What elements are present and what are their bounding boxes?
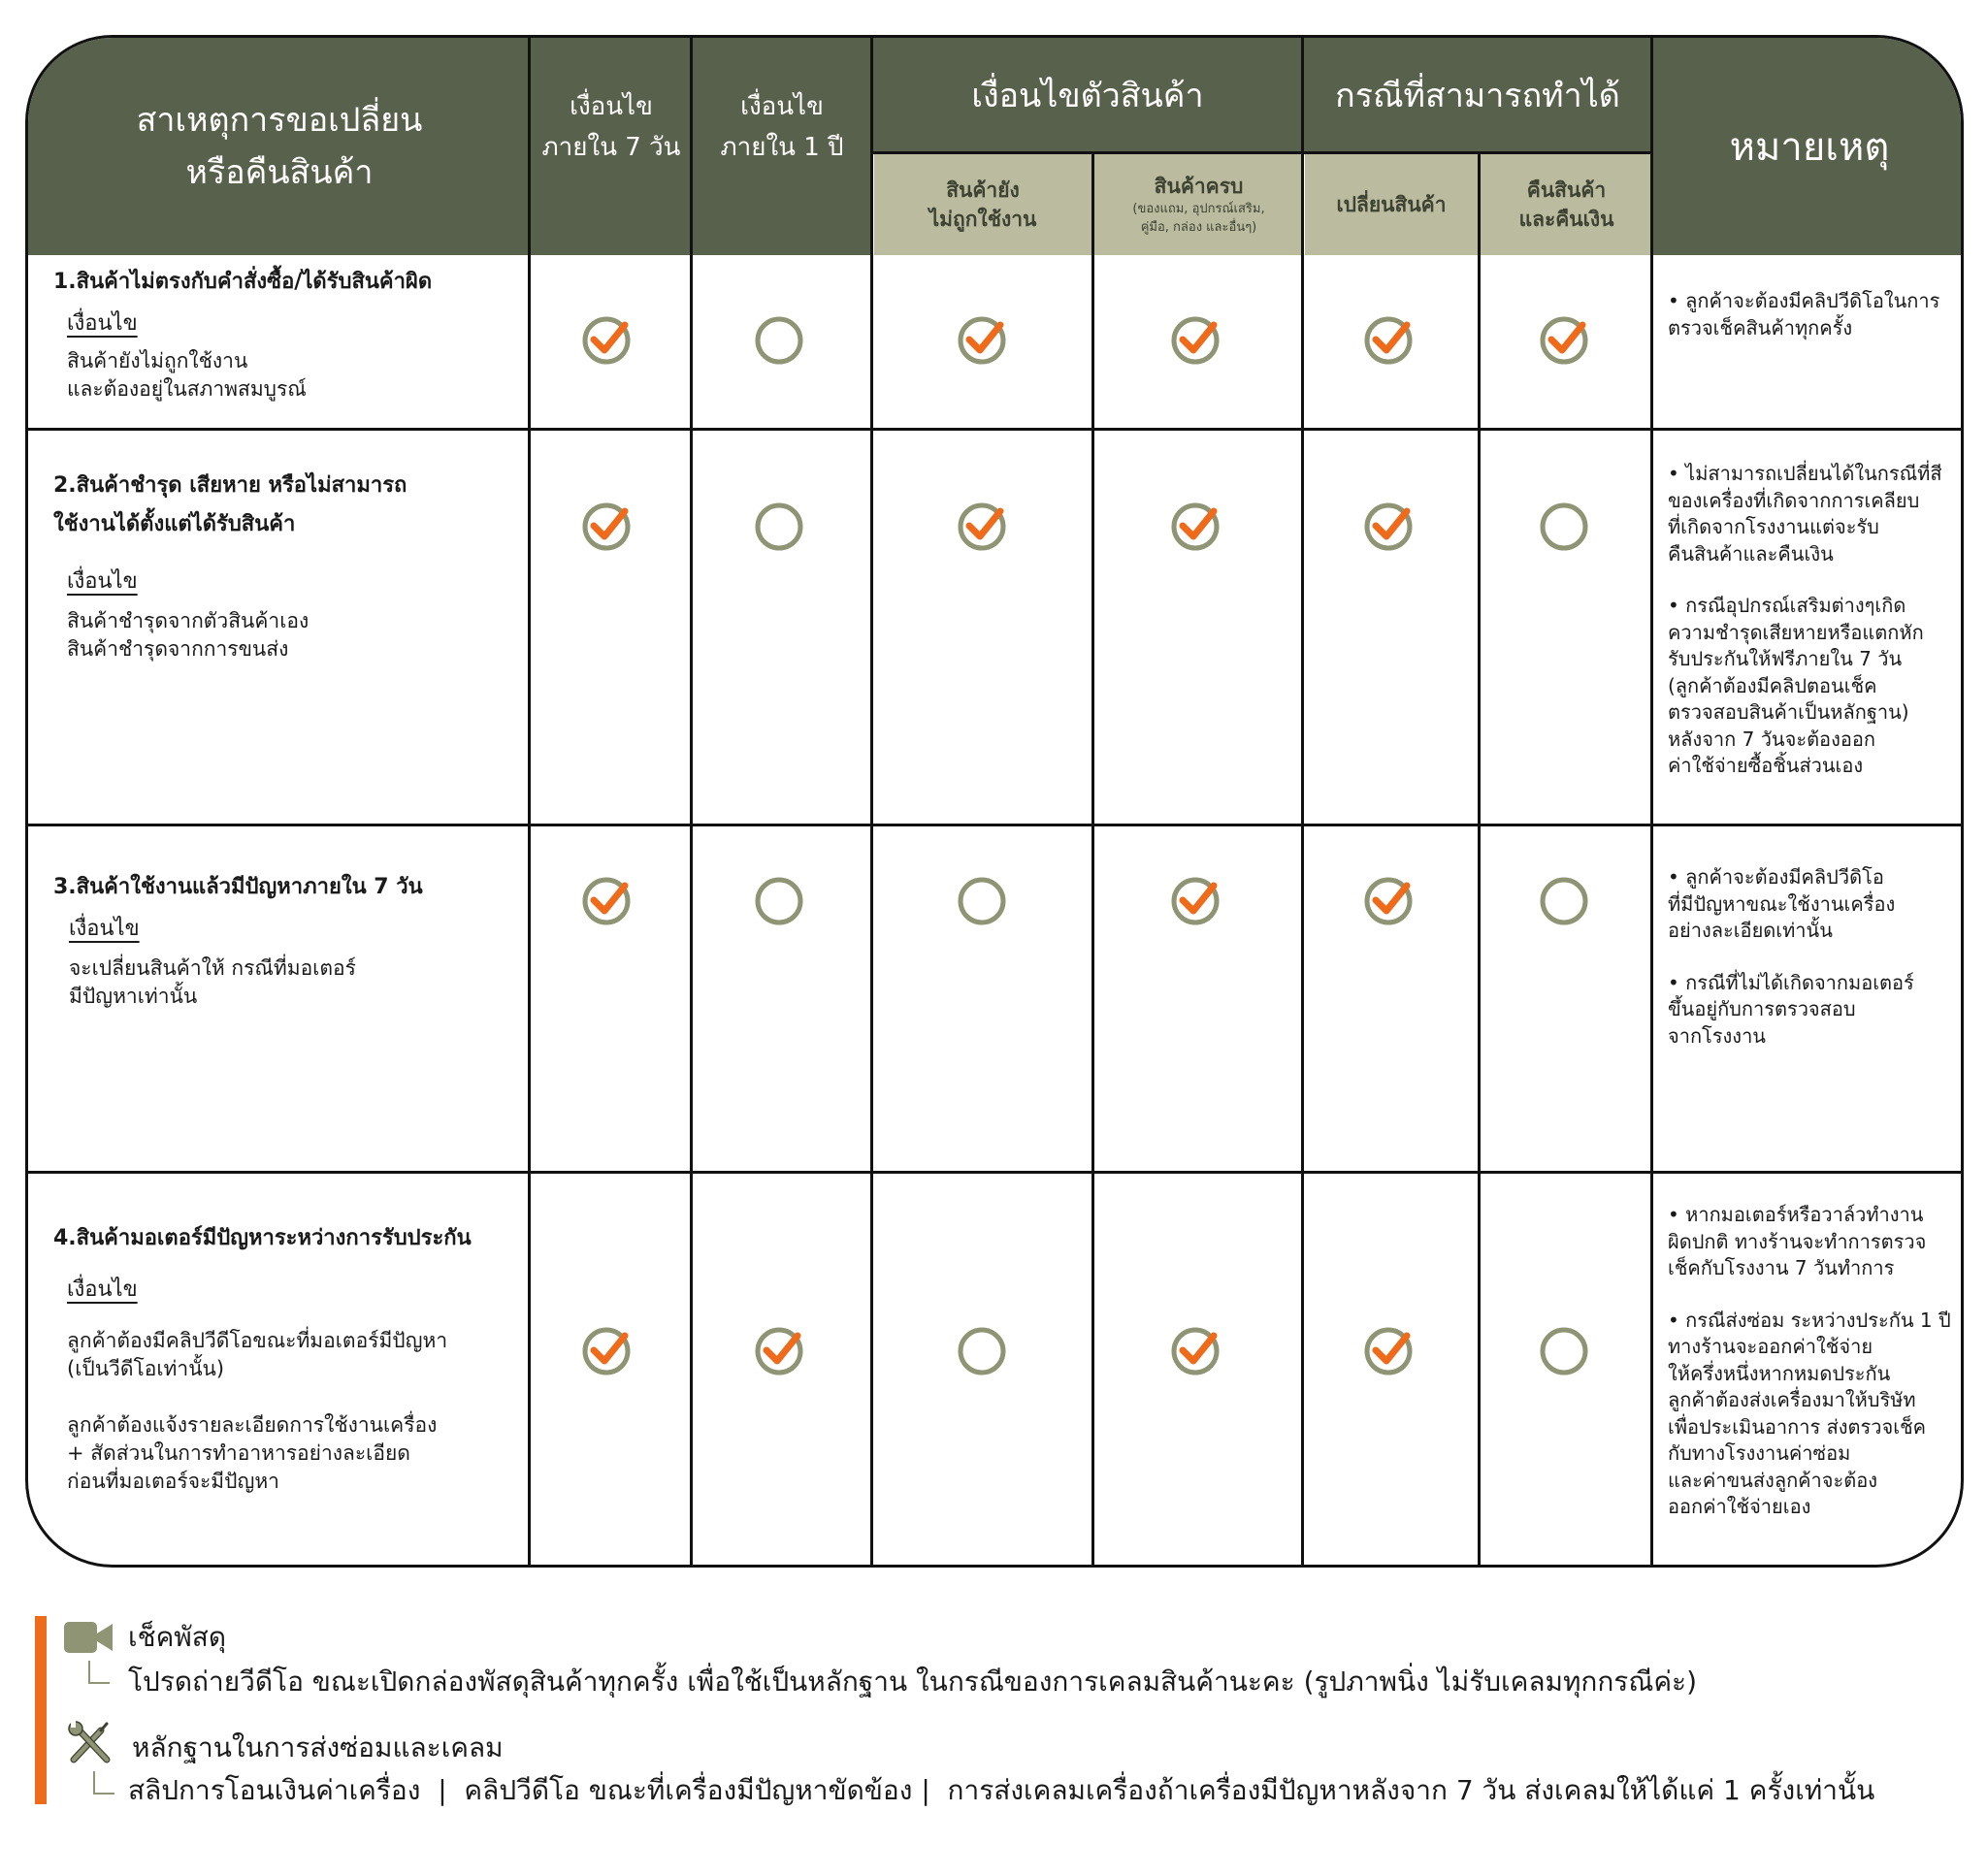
subheader-refund-label: คืนสินค้า และคืนเงิน <box>1518 178 1614 231</box>
row-1-reason <box>53 263 519 404</box>
tree-connector <box>93 1771 114 1795</box>
row-divider <box>28 428 1964 431</box>
check-circle-icon <box>1170 872 1224 926</box>
row-3-condition-label: เงื่อนไข <box>69 917 140 941</box>
header-within-1-year <box>692 38 872 255</box>
row-3-reason <box>53 868 519 1011</box>
tools-icon <box>68 1721 113 1765</box>
check-circle-icon <box>1363 872 1417 926</box>
repair-text: สลิปการโอนเงินค่าเครื่อง | คลิปวีดีโอ ขณะที่เครื่องมีปัญหาขัดข้อง | การส่งเคลมเครื่องถ้าเครื่องมีปัญหาหลังจาก 7 วัน ส่งเคลมให้ได้แค่ 1 ครั้งเท่านั้น <box>128 1774 1875 1806</box>
empty-circle-icon <box>1539 1322 1593 1376</box>
check-circle-icon <box>1170 1322 1224 1376</box>
divider <box>528 38 531 1568</box>
header-product-condition <box>872 38 1303 151</box>
row-2-notes <box>1668 461 1959 805</box>
row-4-condition: ลูกค้าต้องมีคลิปวีดีโอขณะที่มอเตอร์มีปัญหา <box>67 1329 448 1352</box>
subheader-refund <box>1481 154 1652 255</box>
header-reason-label: สาเหตุการขอเปลี่ยน หรือคืนสินค้า <box>136 101 423 192</box>
empty-circle-icon <box>957 872 1011 926</box>
check-circle-icon <box>1363 498 1417 552</box>
footer-notes <box>35 1616 1975 1810</box>
row-divider <box>28 1171 1964 1174</box>
tree-connector <box>88 1661 110 1684</box>
row-1-title: 1.สินค้าไม่ตรงกับคำสั่งซื้อ/ได้รับสินค้าผิด <box>53 270 433 294</box>
subheader-complete-detail: (ของแถม, อุปกรณ์เสริม, คู่มือ, กล่อง และอื่นๆ) <box>1132 202 1265 235</box>
row-2-note: • ไม่สามารถเปลี่ยนได้ในกรณีที่สี ของเครื่องที่เกิดจากการเคลียบ ที่เกิดจากโรงงานแต่จะรับ คืนสินค้าและคืนเงิน <box>1668 462 1942 566</box>
divider <box>690 38 693 1568</box>
row-4-condition: ก่อนที่มอเตอร์จะมีปัญหา <box>67 1470 279 1493</box>
row-3-condition: มีปัญหาเท่านั้น <box>69 985 198 1008</box>
row-2-condition: สินค้าชำรุดจากตัวสินค้าเอง <box>67 609 309 632</box>
header-notes-label: หมายเหตุ <box>1729 125 1890 170</box>
empty-circle-icon <box>957 1322 1011 1376</box>
empty-circle-icon <box>754 498 808 552</box>
row-4-note: • กรณีส่งซ่อม ระหว่างประกัน 1 ปี ทางร้านจะออกค่าใช้จ่าย ให้ครึ่งหนึ่งหากหมดประกัน ลูกค้าต้องส่งเครื่องมาให้บริษัท เพื่อประเมินอาการ ส่งตรวจเช็ค กับทางโรงงานค่าซ่อม และค่าขนส่งลูกค้าจะต้อง ออกค่าใช้จ่ายเอง <box>1668 1308 1951 1518</box>
empty-circle-icon <box>754 311 808 366</box>
row-4-condition-label: เงื่อนไข <box>67 1278 138 1302</box>
check-circle-icon <box>957 311 1011 366</box>
header-reason <box>28 38 531 255</box>
row-divider <box>28 824 1964 826</box>
check-circle-icon <box>581 1322 635 1376</box>
repair-title: หลักฐานในการส่งซ่อมและเคลม <box>132 1731 504 1763</box>
row-2-reason <box>53 467 519 663</box>
subheader-unused <box>874 154 1091 255</box>
check-circle-icon <box>1170 498 1224 552</box>
row-4-condition: + สัดส่วนในการทำอาหารอย่างละเอียด <box>67 1441 410 1465</box>
header-within-1-year-label: เงื่อนไข ภายใน 1 ปี <box>720 92 844 162</box>
empty-circle-icon <box>1539 498 1593 552</box>
row-2-condition-label: เงื่อนไข <box>67 569 138 594</box>
row-1-condition: และต้องอยู่ในสภาพสมบูรณ์ <box>67 377 307 401</box>
check-circle-icon <box>1539 311 1593 366</box>
row-1-notes <box>1668 288 1959 367</box>
empty-circle-icon <box>754 872 808 926</box>
row-4-note: • หากมอเตอร์หรือวาล์วทำงาน ผิดปกติ ทางร้านจะทำการตรวจ เช็คกับโรงงาน 7 วันทำการ <box>1668 1203 1927 1279</box>
subheader-complete-label: สินค้าครบ <box>1154 175 1244 198</box>
row-4-title: 4.สินค้ามอเตอร์มีปัญหาระหว่างการรับประกัน <box>53 1226 472 1250</box>
check-circle-icon <box>581 872 635 926</box>
row-3-notes <box>1668 864 1959 1075</box>
row-3-condition: จะเปลี่ยนสินค้าให้ กรณีที่มอเตอร์ <box>69 956 356 980</box>
check-circle-icon <box>1170 311 1224 366</box>
return-policy-table <box>25 35 1964 1568</box>
row-4-reason <box>53 1219 519 1496</box>
subheader-exchange <box>1305 154 1478 255</box>
row-4-condition: (เป็นวีดีโอเท่านั้น) <box>67 1357 225 1380</box>
row-4-condition: ลูกค้าต้องแจ้งรายละเอียดการใช้งานเครื่อง <box>67 1413 438 1437</box>
subheader-complete <box>1094 154 1303 255</box>
header-within-7-days-label: เงื่อนไข ภายใน 7 วัน <box>541 92 681 162</box>
row-1-condition: สินค้ายังไม่ถูกใช้งาน <box>67 349 248 372</box>
divider <box>1650 38 1653 1568</box>
row-3-title: 3.สินค้าใช้งานแล้วมีปัญหาภายใน 7 วัน <box>53 875 423 899</box>
header-within-7-days <box>531 38 692 255</box>
check-circle-icon <box>957 498 1011 552</box>
divider <box>1478 151 1481 1568</box>
video-camera-icon <box>64 1620 114 1655</box>
check-circle-icon <box>581 311 635 366</box>
check-circle-icon <box>1363 311 1417 366</box>
row-3-note: • กรณีที่ไม่ได้เกิดจากมอเตอร์ ขึ้นอยู่กับการตรวจสอบ จากโรงงาน <box>1668 970 1914 1048</box>
row-4-condition-spacer <box>67 1383 519 1411</box>
header-possible-cases-label: กรณีที่สามารถทำได้ <box>1335 76 1620 115</box>
divider <box>872 151 1652 154</box>
parcel-text: โปรดถ่ายวีดีโอ ขณะเปิดกล่องพัสดุสินค้าทุกครั้ง เพื่อใช้เป็นหลักฐาน ในกรณีของการเคลมสินค้านะคะ (รูปภาพนิ่ง ไม่รับเคลมทุกกรณีค่ะ) <box>128 1666 1698 1698</box>
row-2-title: 2.สินค้าชำรุด เสียหาย หรือไม่สามารถ ใช้งานได้ตั้งแต่ได้รับสินค้า <box>53 473 407 536</box>
divider <box>1091 151 1094 1568</box>
row-1-condition-label: เงื่อนไข <box>67 311 138 336</box>
empty-circle-icon <box>1539 872 1593 926</box>
divider <box>870 38 873 1568</box>
check-circle-icon <box>754 1322 808 1376</box>
row-4-notes <box>1668 1202 1964 1546</box>
check-circle-icon <box>1363 1322 1417 1376</box>
subheader-exchange-label: เปลี่ยนสินค้า <box>1336 192 1447 216</box>
subheader-unused-label: สินค้ายัง ไม่ถูกใช้งาน <box>928 178 1037 231</box>
accent-bar <box>35 1616 47 1804</box>
check-circle-icon <box>581 498 635 552</box>
header-possible-cases <box>1303 38 1652 151</box>
row-1-note: • ลูกค้าจะต้องมีคลิปวีดิโอในการ ตรวจเช็คสินค้าทุกครั้ง <box>1668 289 1940 340</box>
header-product-condition-label: เงื่อนไขตัวสินค้า <box>971 76 1204 115</box>
row-2-condition: สินค้าชำรุดจากการขนส่ง <box>67 637 289 661</box>
parcel-title: เช็คพัสดุ <box>128 1621 227 1653</box>
row-3-note: • ลูกค้าจะต้องมีคลิปวีดิโอ ที่มีปัญหาขณะใช้งานเครื่อง อย่างละเอียดเท่านั้น <box>1668 865 1896 942</box>
divider <box>1301 38 1304 1568</box>
header-notes <box>1652 38 1964 255</box>
row-2-note: • กรณีอุปกรณ์เสริมต่างๆเกิด ความชำรุดเสียหายหรือแตกหัก รับประกันให้ฟรีภายใน 7 วัน (ลูกค้าต้องมีคลิปตอนเช็ค ตรวจสอบสินค้าเป็นหลักฐาน) หลังจาก 7 วันจะต้องออก ค่าใช้จ่ายซื้อชิ้นส่วนเอง <box>1668 594 1924 777</box>
